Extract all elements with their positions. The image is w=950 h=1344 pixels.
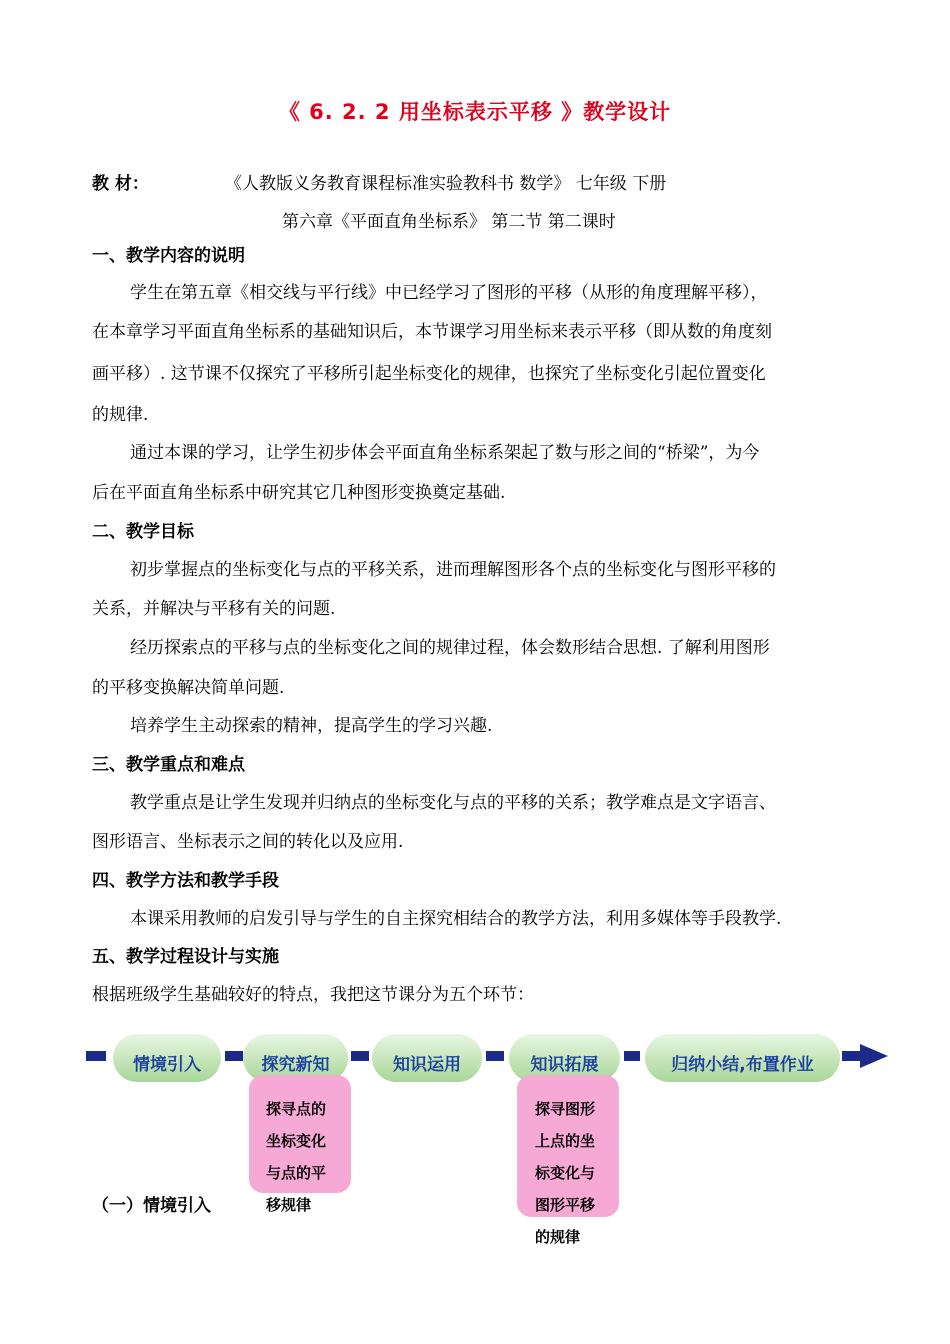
note-2-line-2: 上点的坐 (535, 1132, 596, 1150)
step-knowledge-extend: 知识拓展 (509, 1034, 620, 1082)
step-explore-new: 探究新知 (243, 1034, 348, 1082)
arrow-dash-3 (351, 1051, 369, 1061)
s2-p1-line-2: 关系，并解决与平移有关的问题. (92, 599, 336, 619)
arrow-dash-5 (624, 1051, 640, 1061)
s5-p1: 根据班级学生基础较好的特点，我把这节课分为五个环节： (92, 985, 534, 1005)
section-4-heading: 四、教学方法和教学手段 (92, 871, 279, 891)
s2-p3: 培养学生主动探索的精神，提高学生的学习兴趣. (130, 716, 493, 736)
section-5-heading: 五、教学过程设计与实施 (92, 947, 279, 967)
s1-p1-line-2: 在本章学习平面直角坐标系的基础知识后，本节课学习用坐标来表示平移（即从数的角度刻 (92, 322, 772, 342)
s2-p2-line-1: 经历探索点的平移与点的坐标变化之间的规律过程，体会数形结合思想. 了解利用图形 (130, 638, 770, 658)
textbook-label: 教 材： (92, 174, 149, 194)
section-2-heading: 二、教学目标 (92, 522, 194, 542)
s3-p1-line-1: 教学重点是让学生发现并归纳点的坐标变化与点的平移的关系；教学难点是文字语言、 (130, 793, 776, 813)
arrow-shaft (842, 1051, 862, 1061)
step-situation-intro: 情境引入 (113, 1034, 221, 1082)
document-title: 《 6. 2. 2 用坐标表示平移 》教学设计 (278, 100, 672, 124)
arrow-dash-1 (86, 1051, 106, 1061)
s4-p1: 本课采用教师的启发引导与学生的自主探究相结合的教学方法，利用多媒体等手段教学. (130, 909, 782, 929)
textbook-line-2: 第六章《平面直角坐标系》 第二节 第二课时 (282, 212, 616, 232)
section-3-heading: 三、教学重点和难点 (92, 755, 245, 775)
note-2-line-5: 的规律 (535, 1228, 581, 1246)
s1-p1-line-1: 学生在第五章《相交线与平行线》中已经学习了图形的平移（从形的角度理解平移）， (130, 283, 768, 303)
s1-p2-line-2: 后在平面直角坐标系中研究其它几种图形变换奠定基础. (92, 483, 506, 503)
s1-p2-line-1: 通过本课的学习，让学生初步体会平面直角坐标系架起了数与形之间的“桥梁”，为今 (130, 443, 760, 463)
note-1-line-4: 移规律 (266, 1196, 312, 1214)
textbook-line-1: 《人教版义务教育课程标准实验教科书 数学》 七年级 下册 (225, 174, 667, 194)
note-1-line-3: 与点的平 (266, 1164, 327, 1182)
s3-p1-line-2: 图形语言、坐标表示之间的转化以及应用. (92, 832, 404, 852)
arrow-dash-4 (486, 1051, 504, 1061)
s2-p1-line-1: 初步掌握点的坐标变化与点的平移关系，进而理解图形各个点的坐标变化与图形平移的 (130, 560, 776, 580)
note-1-line-1: 探寻点的 (266, 1100, 327, 1118)
step-knowledge-use: 知识运用 (372, 1034, 482, 1082)
note-2-line-1: 探寻图形 (535, 1100, 596, 1118)
s1-p1-line-3: 画平移）. 这节课不仅探究了平移所引起坐标变化的规律，也探究了坐标变化引起位置变化 (92, 364, 766, 384)
step-summary-homework: 归纳小结,布置作业 (645, 1034, 840, 1082)
subheading-situation-intro: （一）情境引入 (92, 1196, 211, 1216)
note-2-line-4: 图形平移 (535, 1196, 596, 1214)
note-1-line-2: 坐标变化 (266, 1132, 327, 1150)
s2-p2-line-2: 的平移变换解决简单问题. (92, 678, 285, 698)
section-1-heading: 一、教学内容的说明 (92, 246, 245, 266)
arrow-dash-2 (225, 1051, 243, 1061)
note-2-line-3: 标变化与 (535, 1164, 596, 1182)
s1-p1-line-4: 的规律. (92, 405, 149, 425)
arrow-right-icon (860, 1044, 888, 1068)
